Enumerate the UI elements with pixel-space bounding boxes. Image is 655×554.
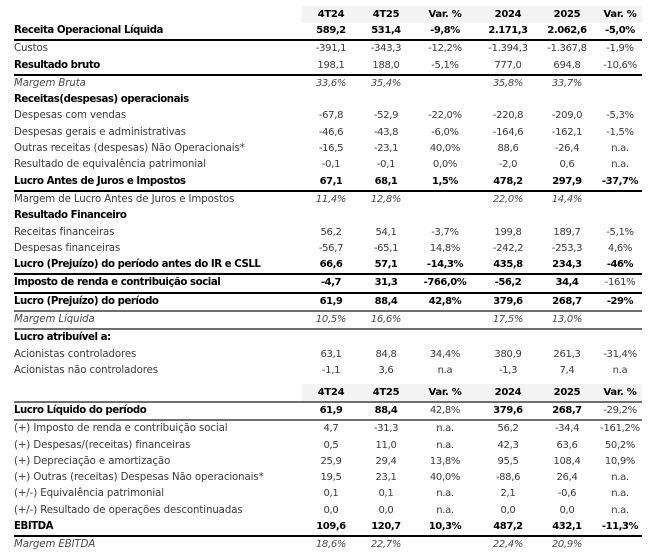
row-value: 487,2 <box>493 521 523 533</box>
row-value: 13,8% <box>429 455 461 467</box>
row-label: Lucro (Prejuízo) do período antes do IR e CSLL <box>14 259 261 271</box>
row-value: -88,6 <box>495 472 521 484</box>
table-row <box>14 401 642 421</box>
row-value: 56,2 <box>320 226 342 238</box>
row-value: 234,3 <box>552 259 582 271</box>
row-value: 57,1 <box>374 259 398 271</box>
column-header: 2024 <box>494 387 522 398</box>
row-value: 268,7 <box>552 295 582 307</box>
row-value: -164,6 <box>492 126 524 138</box>
table-row <box>14 438 642 454</box>
row-value: 108,4 <box>553 455 581 467</box>
row-label: Despesas financeiras <box>14 242 121 254</box>
row-value: -1,3 <box>498 364 518 376</box>
row-label: (+/-) Resultado de operações descontinuadas <box>14 504 243 516</box>
row-value: -11,3% <box>601 521 639 533</box>
row-value: 67,1 <box>319 175 343 187</box>
row-value: 56,2 <box>497 423 519 435</box>
row-value: 42,8% <box>428 295 462 307</box>
table-row <box>14 347 642 363</box>
table-row <box>14 454 642 470</box>
row-value: 188,0 <box>372 59 400 71</box>
row-value: 268,7 <box>552 405 582 416</box>
row-value: 11,4% <box>315 193 347 205</box>
row-value: 12,8% <box>370 193 402 205</box>
row-value: 261,3 <box>553 348 581 360</box>
row-label: (+) Imposto de renda e contribuição social <box>14 423 228 435</box>
row-value: 0,0 <box>559 504 575 516</box>
table-row <box>14 241 642 257</box>
row-value: 3,6 <box>378 364 394 376</box>
column-header: 4T25 <box>372 387 400 398</box>
column-header: Var. % <box>603 387 637 398</box>
table-row <box>14 92 642 108</box>
column-header: 4T25 <box>372 9 400 20</box>
column-header: Var. % <box>428 9 462 20</box>
table-row <box>14 23 642 41</box>
row-value: 22,0% <box>492 193 524 205</box>
row-value: -31,4% <box>603 348 637 360</box>
row-value: 0,0% <box>432 159 458 171</box>
row-label: Custos <box>14 43 48 55</box>
table-row <box>14 257 642 275</box>
row-value: 0,0 <box>378 504 394 516</box>
row-value: -22,0% <box>428 110 462 122</box>
row-value: 14,8% <box>429 242 461 254</box>
column-header: 4T24 <box>317 9 345 20</box>
row-value: -14,3% <box>426 259 464 271</box>
row-value: -5,3% <box>606 110 634 122</box>
row-value: 40,0% <box>429 143 461 155</box>
table-row <box>14 363 642 379</box>
row-value: 54,1 <box>375 226 397 238</box>
row-value: 10,3% <box>428 521 462 533</box>
row-value: -9,8% <box>430 25 460 36</box>
row-value: 63,6 <box>556 439 578 451</box>
row-value: 0,0 <box>323 504 339 516</box>
row-value: n.a. <box>436 423 454 435</box>
row-value: -2,0 <box>498 159 518 171</box>
row-value: 13,0% <box>551 314 583 326</box>
row-value: -343,3 <box>370 43 402 55</box>
table-row <box>14 275 642 293</box>
row-label: Lucro (Prejuízo) do período <box>14 295 159 307</box>
row-value: 109,6 <box>316 521 346 533</box>
row-value: -65,1 <box>373 242 399 254</box>
table-row <box>14 41 642 57</box>
row-value: 50,2% <box>604 439 636 451</box>
row-value: -37,7% <box>601 175 639 187</box>
row-value: -1.367,8 <box>547 43 587 55</box>
row-value: 379,6 <box>493 295 523 307</box>
table-row <box>14 225 642 241</box>
row-value: 29,4 <box>375 455 397 467</box>
column-header-row <box>14 6 642 23</box>
row-label: Margem de Lucro Antes de Juros e Impostos <box>14 193 235 205</box>
row-value: n.a. <box>611 472 629 484</box>
row-value: 777,0 <box>494 59 522 71</box>
row-value: -31,3 <box>373 423 399 435</box>
row-value: -0,1 <box>376 159 396 171</box>
row-label: Receita Operacional Líquida <box>14 25 163 36</box>
row-value: -3,7% <box>431 226 459 238</box>
row-value: 66,6 <box>319 259 343 271</box>
row-value: 2.062,6 <box>547 25 587 36</box>
row-value: 2,1 <box>500 488 516 500</box>
column-header-row <box>14 384 642 401</box>
row-value: -161% <box>604 277 636 289</box>
row-value: n.a. <box>611 159 629 171</box>
table-row <box>14 537 642 553</box>
column-header: 2025 <box>553 387 581 398</box>
row-value: -5,0% <box>605 25 635 36</box>
row-label: Acionistas não controladores <box>14 364 158 376</box>
row-value: 198,1 <box>317 59 345 71</box>
row-value: 88,6 <box>497 143 519 155</box>
table-row <box>14 486 642 502</box>
row-value: -220,8 <box>492 110 524 122</box>
row-value: 0,0 <box>500 504 516 516</box>
row-value: -6,0% <box>431 126 459 138</box>
row-value: 11,0 <box>375 439 397 451</box>
row-label: Receitas financeiras <box>14 226 115 238</box>
row-value: -0,6 <box>557 488 577 500</box>
row-value: 10,9% <box>604 455 636 467</box>
row-value: 10,5% <box>315 314 347 326</box>
row-value: -23,1 <box>373 143 399 155</box>
row-label: Margem Bruta <box>14 77 86 89</box>
row-value: 19,5 <box>320 472 342 484</box>
row-value: -26,4 <box>554 143 580 155</box>
row-value: -5,1% <box>431 59 459 71</box>
row-value: 14,4% <box>551 193 583 205</box>
table-row <box>14 503 642 519</box>
row-value: -209,0 <box>551 110 583 122</box>
row-value: 432,1 <box>552 521 582 533</box>
row-value: 380,9 <box>494 348 522 360</box>
row-value: n.a. <box>436 488 454 500</box>
row-value: -391,1 <box>315 43 347 55</box>
row-value: 34,4 <box>555 277 579 289</box>
row-value: -56,7 <box>318 242 344 254</box>
row-value: 16,6% <box>370 314 402 326</box>
row-label: Resultado bruto <box>14 59 100 71</box>
row-label: Outras receitas (despesas) Não Operacionais* <box>14 143 245 155</box>
row-label: (+) Despesas/(receitas) financeiras <box>14 439 191 451</box>
row-value: 61,9 <box>319 295 343 307</box>
row-value: 189,7 <box>553 226 581 238</box>
row-value: 95,5 <box>497 455 519 467</box>
row-value: 68,1 <box>374 175 398 187</box>
row-value: n.a. <box>611 488 629 500</box>
row-label: Receitas(despesas) operacionais <box>14 94 189 106</box>
table-row <box>14 192 642 208</box>
row-value: -5,1% <box>606 226 634 238</box>
row-value: -12,2% <box>428 43 462 55</box>
row-value: 0,1 <box>323 488 339 500</box>
table-row <box>14 76 642 92</box>
table-row <box>14 108 642 124</box>
row-value: -1,9% <box>606 43 634 55</box>
row-value: 7,4 <box>559 364 575 376</box>
column-header: 2024 <box>494 9 522 20</box>
row-value: 478,2 <box>493 175 523 187</box>
row-value: 589,2 <box>316 25 346 36</box>
row-value: 23,1 <box>375 472 397 484</box>
row-value: -162,1 <box>551 126 583 138</box>
row-value: 84,8 <box>375 348 397 360</box>
row-value: 63,1 <box>320 348 342 360</box>
row-label: EBITDA <box>14 521 54 533</box>
row-value: 42,3 <box>497 439 519 451</box>
row-value: 61,9 <box>319 405 343 416</box>
row-value: 35,8% <box>492 77 524 89</box>
column-header: 4T24 <box>317 387 345 398</box>
table-row <box>14 125 642 141</box>
table-row <box>14 58 642 76</box>
row-value: 33,7% <box>551 77 583 89</box>
row-label: Despesas com vendas <box>14 110 127 122</box>
row-label: Margem EBITDA <box>14 539 96 551</box>
row-value: 379,6 <box>493 405 523 416</box>
row-value: -10,6% <box>603 59 637 71</box>
row-value: 40,0% <box>429 472 461 484</box>
row-label: Lucro atribuível a: <box>14 332 111 344</box>
row-value: -46% <box>606 259 634 271</box>
row-value: n.a <box>612 364 628 376</box>
income-statement-table <box>14 6 642 379</box>
row-value: -29,2% <box>603 405 637 416</box>
row-label: Imposto de renda e contribuição social <box>14 277 221 289</box>
row-value: 33,6% <box>315 77 347 89</box>
row-value: -67,8 <box>318 110 344 122</box>
row-value: -1,5% <box>606 126 634 138</box>
row-value: 694,8 <box>553 59 581 71</box>
row-label: Margem Líquida <box>14 314 95 326</box>
ebitda-reconciliation-table <box>14 384 642 554</box>
row-label: (+/-) Equivalência patrimonial <box>14 488 165 500</box>
row-value: n.a. <box>436 504 454 516</box>
row-value: n.a. <box>611 143 629 155</box>
row-value: -1.394,3 <box>488 43 528 55</box>
row-value: 120,7 <box>371 521 401 533</box>
row-value: -56,2 <box>494 277 522 289</box>
row-value: 88,4 <box>374 405 398 416</box>
row-label: Lucro Antes de Juros e Impostos <box>14 175 186 187</box>
row-label: Acionistas controladores <box>14 348 137 360</box>
row-value: -242,2 <box>492 242 524 254</box>
row-value: 1,5% <box>432 175 458 187</box>
table-row <box>14 174 642 192</box>
row-value: 18,6% <box>315 539 347 551</box>
table-row <box>14 519 642 537</box>
row-value: -43,8 <box>373 126 399 138</box>
row-value: 22,4% <box>492 539 524 551</box>
table-row <box>14 208 642 224</box>
row-value: 20,9% <box>551 539 583 551</box>
row-value: -4,7 <box>320 277 342 289</box>
table-row <box>14 141 642 157</box>
row-value: 25,9 <box>320 455 342 467</box>
row-label: Lucro Líquido do período <box>14 405 147 416</box>
row-value: 22,7% <box>370 539 402 551</box>
row-value: 0,6 <box>559 159 575 171</box>
row-value: -161,2% <box>600 423 640 435</box>
column-header: 2025 <box>553 9 581 20</box>
row-value: 42,8% <box>429 405 461 416</box>
row-value: 17,5% <box>492 314 524 326</box>
row-value: 2.171,3 <box>488 25 528 36</box>
row-value: -253,3 <box>551 242 583 254</box>
row-value: n.a. <box>611 504 629 516</box>
row-label: Resultado de equivalência patrimonial <box>14 159 206 171</box>
row-value: 4,7 <box>323 423 339 435</box>
row-value: 0,1 <box>378 488 394 500</box>
table-row <box>14 330 642 346</box>
column-header: Var. % <box>428 387 462 398</box>
row-value: 297,9 <box>552 175 582 187</box>
row-value: 88,4 <box>374 295 398 307</box>
table-row <box>14 421 642 437</box>
row-value: -0,1 <box>321 159 341 171</box>
row-value: 0,5 <box>323 439 339 451</box>
row-value: 435,8 <box>493 259 523 271</box>
table-row <box>14 312 642 330</box>
row-value: 26,4 <box>556 472 578 484</box>
table-row <box>14 470 642 486</box>
row-value: -1,1 <box>321 364 341 376</box>
row-label: Despesas gerais e administrativas <box>14 126 186 138</box>
row-value: -46,6 <box>318 126 344 138</box>
row-value: -766,0% <box>423 277 467 289</box>
row-label: (+) Outras (receitas) Despesas Não operacionais* <box>14 472 264 484</box>
table-row <box>14 294 642 312</box>
table-row <box>14 157 642 173</box>
row-value: n.a. <box>436 439 454 451</box>
row-value: 4,6% <box>607 242 633 254</box>
row-value: -16,5 <box>318 143 344 155</box>
row-value: -52,9 <box>373 110 399 122</box>
row-value: n.a <box>437 364 453 376</box>
row-value: -29% <box>606 295 634 307</box>
row-value: 34,4% <box>429 348 461 360</box>
row-value: 35,4% <box>370 77 402 89</box>
row-label: (+) Depreciação e amortização <box>14 455 171 467</box>
row-value: -34,4 <box>554 423 580 435</box>
row-value: 199,8 <box>494 226 522 238</box>
row-value: 31,3 <box>374 277 398 289</box>
row-value: 531,4 <box>371 25 401 36</box>
row-label: Resultado Financeiro <box>14 210 127 222</box>
column-header: Var. % <box>603 9 637 20</box>
